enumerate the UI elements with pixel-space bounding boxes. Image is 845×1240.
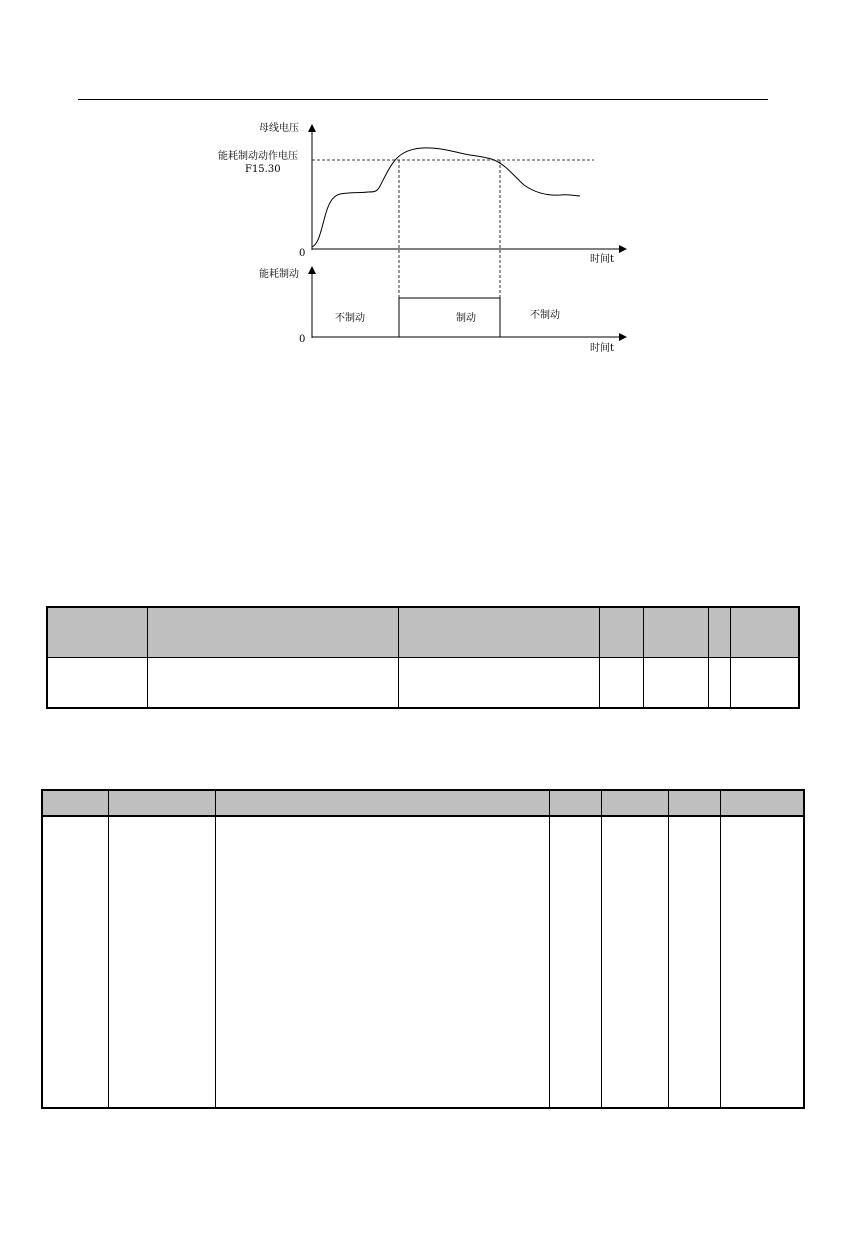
table-cell [708,658,730,709]
table-header-cell [730,607,799,658]
table-cell [599,658,643,709]
table-cell [643,658,708,709]
threshold-label: 能耗制动动作电压 [218,151,298,162]
table-cell [215,816,549,1108]
table-header-cell [42,790,108,816]
segment-label-brake: 制动 [456,313,476,324]
top-x-axis-label: 时间t [590,254,615,265]
bottom-x-axis-label: 时间t [590,343,615,354]
table-header-row [47,607,799,658]
table-header-cell [601,790,668,816]
bottom-origin-label: 0 [299,334,306,345]
top-y-axis-label: 母线电压 [259,123,299,134]
table-header-cell [47,607,147,658]
table-cell [601,816,668,1108]
table-cell [47,658,147,709]
table-cell [720,816,804,1108]
top-origin-label: 0 [299,248,306,259]
table-header-cell [599,607,643,658]
segment-label-no-brake-2: 不制动 [530,310,560,321]
table-row [47,658,799,709]
table-cell [549,816,601,1108]
parameter-table-2 [41,789,805,1109]
segment-label-no-brake-1: 不制动 [335,313,365,324]
table-header-cell [708,607,730,658]
table-cell [42,816,108,1108]
table-cell [668,816,720,1108]
table-header-cell [398,607,599,658]
table-header-cell [549,790,601,816]
table-cell [147,658,398,709]
table-row [42,816,804,1108]
table-cell [108,816,215,1108]
bottom-y-axis-label: 能耗制动 [259,269,299,280]
threshold-param-label: F15.30 [245,164,281,175]
braking-timing-diagram [0,0,845,400]
table-header-cell [147,607,398,658]
table-header-cell [720,790,804,816]
braking-pulse [399,298,500,337]
table-header-cell [215,790,549,816]
table-header-row [42,790,804,816]
bus-voltage-curve [312,148,580,247]
table-header-cell [643,607,708,658]
table-cell [730,658,799,709]
table-header-cell [108,790,215,816]
parameter-table-1 [46,606,800,709]
table-cell [398,658,599,709]
table-header-cell [668,790,720,816]
